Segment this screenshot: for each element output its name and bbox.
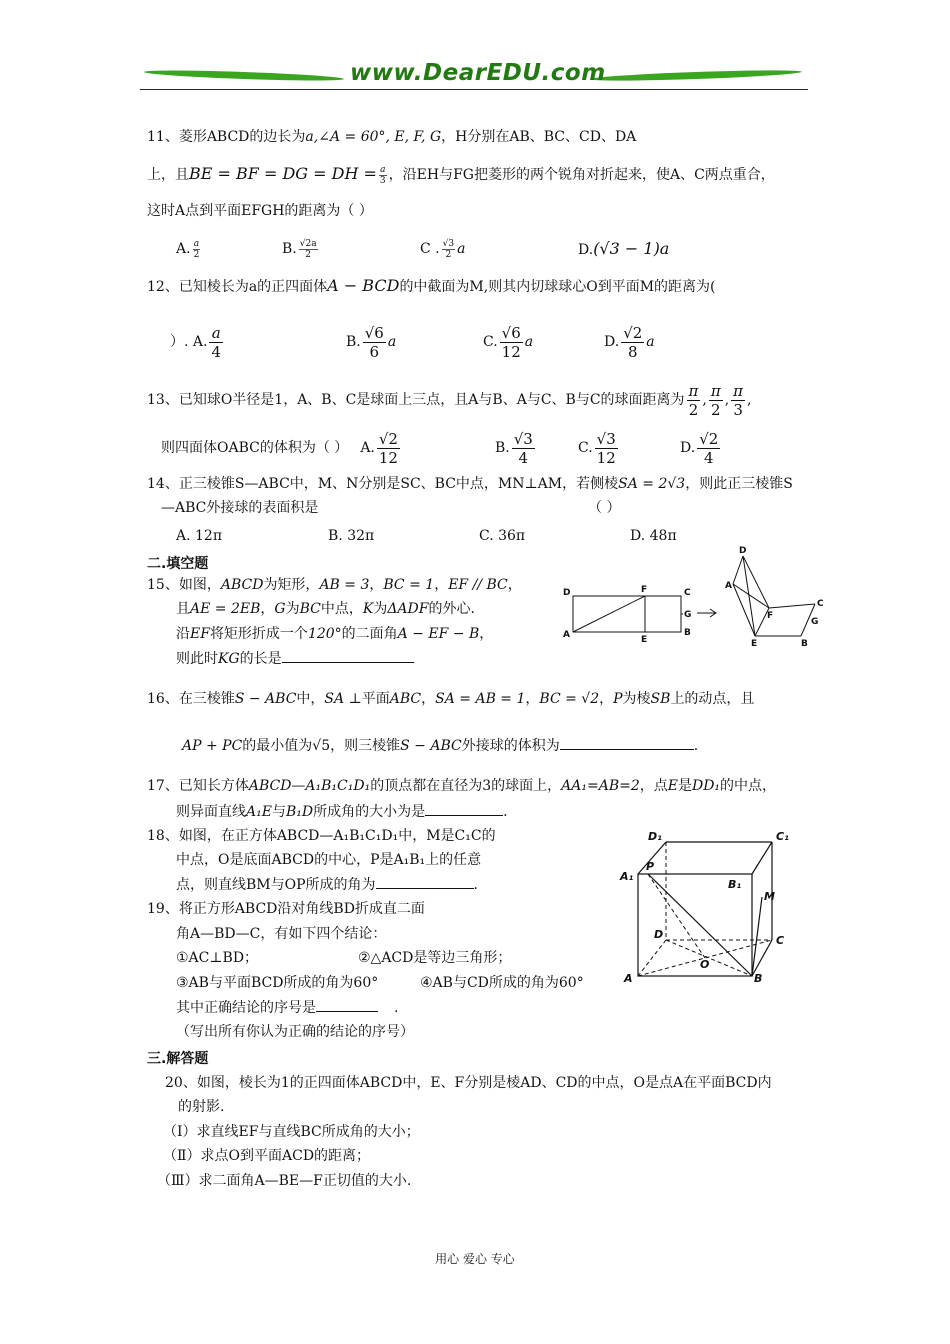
site-logo-text: www.DearEDU.com xyxy=(350,60,606,86)
fig18-label-p: P xyxy=(646,860,655,873)
q13-line1: 13、已知球O半径是1，A、B、C是球面上三点，且A与B、A与C、B与C的球面距离为 $\frac{\pi}{2}$ , $\frac{\pi}{2}$ , $\frac{\pi}{3}$ , xyxy=(147,381,752,419)
page-footer: 用心 爱心 专心 xyxy=(435,1252,515,1266)
q19-line6: （写出所有你认为正确的结论的序号） xyxy=(176,1024,414,1040)
fig18-label-b1: B₁ xyxy=(728,878,742,891)
left-swoosh xyxy=(144,69,344,83)
q20-line1: 20、如图，棱长为1的正四面体ABCD中，E、F分别是棱AD、CD的中点，O是点A在平面BCD内 xyxy=(165,1075,772,1091)
q20-part-2: （Ⅱ）求点O到平面ACD的距离； xyxy=(163,1148,371,1164)
q11-option-b: B. $\frac{√2a}{2}$ xyxy=(282,238,317,260)
section-solutions: 三.解答题 xyxy=(147,1051,209,1067)
fig18-label-d: D xyxy=(654,928,664,941)
fig15-label-d: D xyxy=(563,588,571,598)
q15-line2: 且AE = 2EB，G为BC中点，K为ΔADF的外心. xyxy=(176,601,475,617)
q19-conclusion-1: ①AC⊥BD； xyxy=(176,950,259,966)
q12-line1: 12、已知棱长为a的正四面体A − BCD的中截面为M,则其内切球球心O到平面M的距离为( xyxy=(147,276,716,295)
header-rule xyxy=(140,89,808,90)
fig18-label-a: A xyxy=(624,972,633,984)
q17-line2: 则异面直线A₁E与B₁D所成角的大小为是 . xyxy=(176,801,508,823)
fig15-label-f: F xyxy=(641,585,648,595)
section-fill-in: 二.填空题 xyxy=(147,556,209,572)
fig15b-label-f: F xyxy=(767,611,774,621)
fig15b-label-c: C xyxy=(817,599,824,609)
q11-option-c: C . $\frac{√3}{2}$ a xyxy=(420,238,466,260)
q19-conclusion-4: ④AB与CD所成的角为60° xyxy=(420,975,584,991)
q15-figure xyxy=(555,540,845,658)
fig15b-label-b: B xyxy=(801,639,808,649)
q15-line3: 沿EF将矩形折成一个120°的二面角A − EF − B， xyxy=(176,626,494,642)
q11-line2: 上，且BE = BF = DG = DH = $\frac{a}{3}$ ，沿EH与FG把菱形的两个锐角对折起来，使A、C两点重合， xyxy=(147,164,775,186)
q13-option-b: B. $\frac{√3}{4}$ xyxy=(495,429,533,467)
q14-paren: （ ） xyxy=(588,500,621,516)
fig18-label-a1: A₁ xyxy=(620,870,634,883)
q14-line1: 14、正三棱锥S—ABC中，M、N分别是SC、BC中点，MN⊥AM，若侧棱SA = 2√3，则此正三棱锥S xyxy=(147,476,793,492)
fig18-label-b: B xyxy=(754,972,763,984)
q16-answer-blank[interactable] xyxy=(560,735,694,750)
q20-line2: 的射影. xyxy=(178,1099,225,1115)
q20-part-1: （Ⅰ）求直线EF与直线BC所成角的大小； xyxy=(163,1124,420,1140)
fig15b-label-e: E xyxy=(751,639,758,649)
q16-line2: AP + PC的最小值为√5，则三棱锥S − ABC外接球的体积为 . xyxy=(182,735,698,757)
fig15-label-e: E xyxy=(641,635,648,645)
q13-option-c: C. $\frac{√3}{12}$ xyxy=(578,429,616,467)
q13-line2: 则四面体OABC的体积为（ ） A. $\frac{√2}{12}$ xyxy=(161,429,398,467)
fig15-label-c: C xyxy=(684,588,691,598)
q11-option-a: A. $\frac{a}{2}$ xyxy=(176,238,200,260)
fig15-label-a: A xyxy=(563,630,570,640)
fig18-label-c1: C₁ xyxy=(776,830,789,843)
q16-line1: 16、在三棱锥S − ABC中，SA ⊥平面ABC，SA = AB = 1，BC = √2，P为棱SB上的动点，且 xyxy=(147,691,755,707)
fig15b-label-g: G xyxy=(811,617,819,627)
q12-option-c: C. $\frac{√6}{12}$ a xyxy=(483,323,534,361)
page-header xyxy=(140,58,810,94)
q19-conclusion-3: ③AB与平面BCD所成的角为60° xyxy=(176,975,379,991)
q19-conclusion-2: ②△ACD是等边三角形； xyxy=(358,950,512,966)
q14-option-c: C. 36π xyxy=(479,528,526,544)
q15-answer-blank[interactable] xyxy=(282,648,414,663)
q19-line2: 角A—BD—C，有如下四个结论： xyxy=(176,926,387,942)
fig18-label-o: O xyxy=(700,958,710,971)
q17-line1: 17、已知长方体ABCD—A₁B₁C₁D₁的顶点都在直径为3的球面上，AA₁=AB=2，点E是DD₁的中点， xyxy=(147,778,777,794)
q18-line1: 18、如图，在正方体ABCD—A₁B₁C₁D₁中，M是C₁C的 xyxy=(147,828,496,844)
fig18-label-m: M xyxy=(764,890,775,903)
q15-line4: 则此时KG的长是 xyxy=(176,648,414,670)
q18-line3: 点，则直线BM与OP所成的角为 . xyxy=(176,874,478,896)
q14-option-b: B. 32π xyxy=(328,528,375,544)
fig15b-label-d: D xyxy=(739,546,747,556)
q14-line2: —ABC外接球的表面积是 xyxy=(161,500,319,516)
q18-line2: 中点，O是底面ABCD的中心，P是A₁B₁上的任意 xyxy=(176,852,482,868)
q11-line3: 这时A点到平面EFGH的距离为（ ） xyxy=(147,203,373,219)
q12-option-b: B. $\frac{√6}{6}$ a xyxy=(346,323,397,361)
q11-option-d: D.(√3 − 1)a xyxy=(578,239,670,258)
q19-line5: 其中正确结论的序号是 . xyxy=(176,997,398,1019)
q13-option-d: D. $\frac{√2}{4}$ xyxy=(680,429,719,467)
fig15b-label-a: A xyxy=(725,581,732,591)
q14-option-d: D. 48π xyxy=(630,528,677,544)
q14-option-a: A. 12π xyxy=(176,528,223,544)
q12-options: ）. A. $\frac{a}{4}$ xyxy=(170,323,222,361)
fig15-label-b: B xyxy=(684,628,691,638)
fig18-label-d1: D₁ xyxy=(648,830,662,843)
q19-answer-blank[interactable] xyxy=(316,997,378,1012)
fig18-label-c: C xyxy=(776,934,785,947)
q12-option-d: D. $\frac{√2}{8}$ a xyxy=(604,323,655,361)
right-swoosh xyxy=(590,68,802,82)
fig15-label-g: G xyxy=(684,610,692,620)
q18-answer-blank[interactable] xyxy=(376,874,474,889)
q17-answer-blank[interactable] xyxy=(425,801,503,816)
q18-cube-figure xyxy=(618,822,794,984)
q11-line1: 11、菱形ABCD的边长为a,∠A = 60°, E, F, G，H分别在AB、BC、CD、DA xyxy=(147,129,637,145)
q20-part-3: （Ⅲ）求二面角A—BE—F正切值的大小. xyxy=(157,1173,412,1189)
q19-line1: 19、将正方形ABCD沿对角线BD折成直二面 xyxy=(147,901,425,917)
q15-line1: 15、如图，ABCD为矩形，AB = 3，BC = 1，EF // BC， xyxy=(147,577,522,593)
